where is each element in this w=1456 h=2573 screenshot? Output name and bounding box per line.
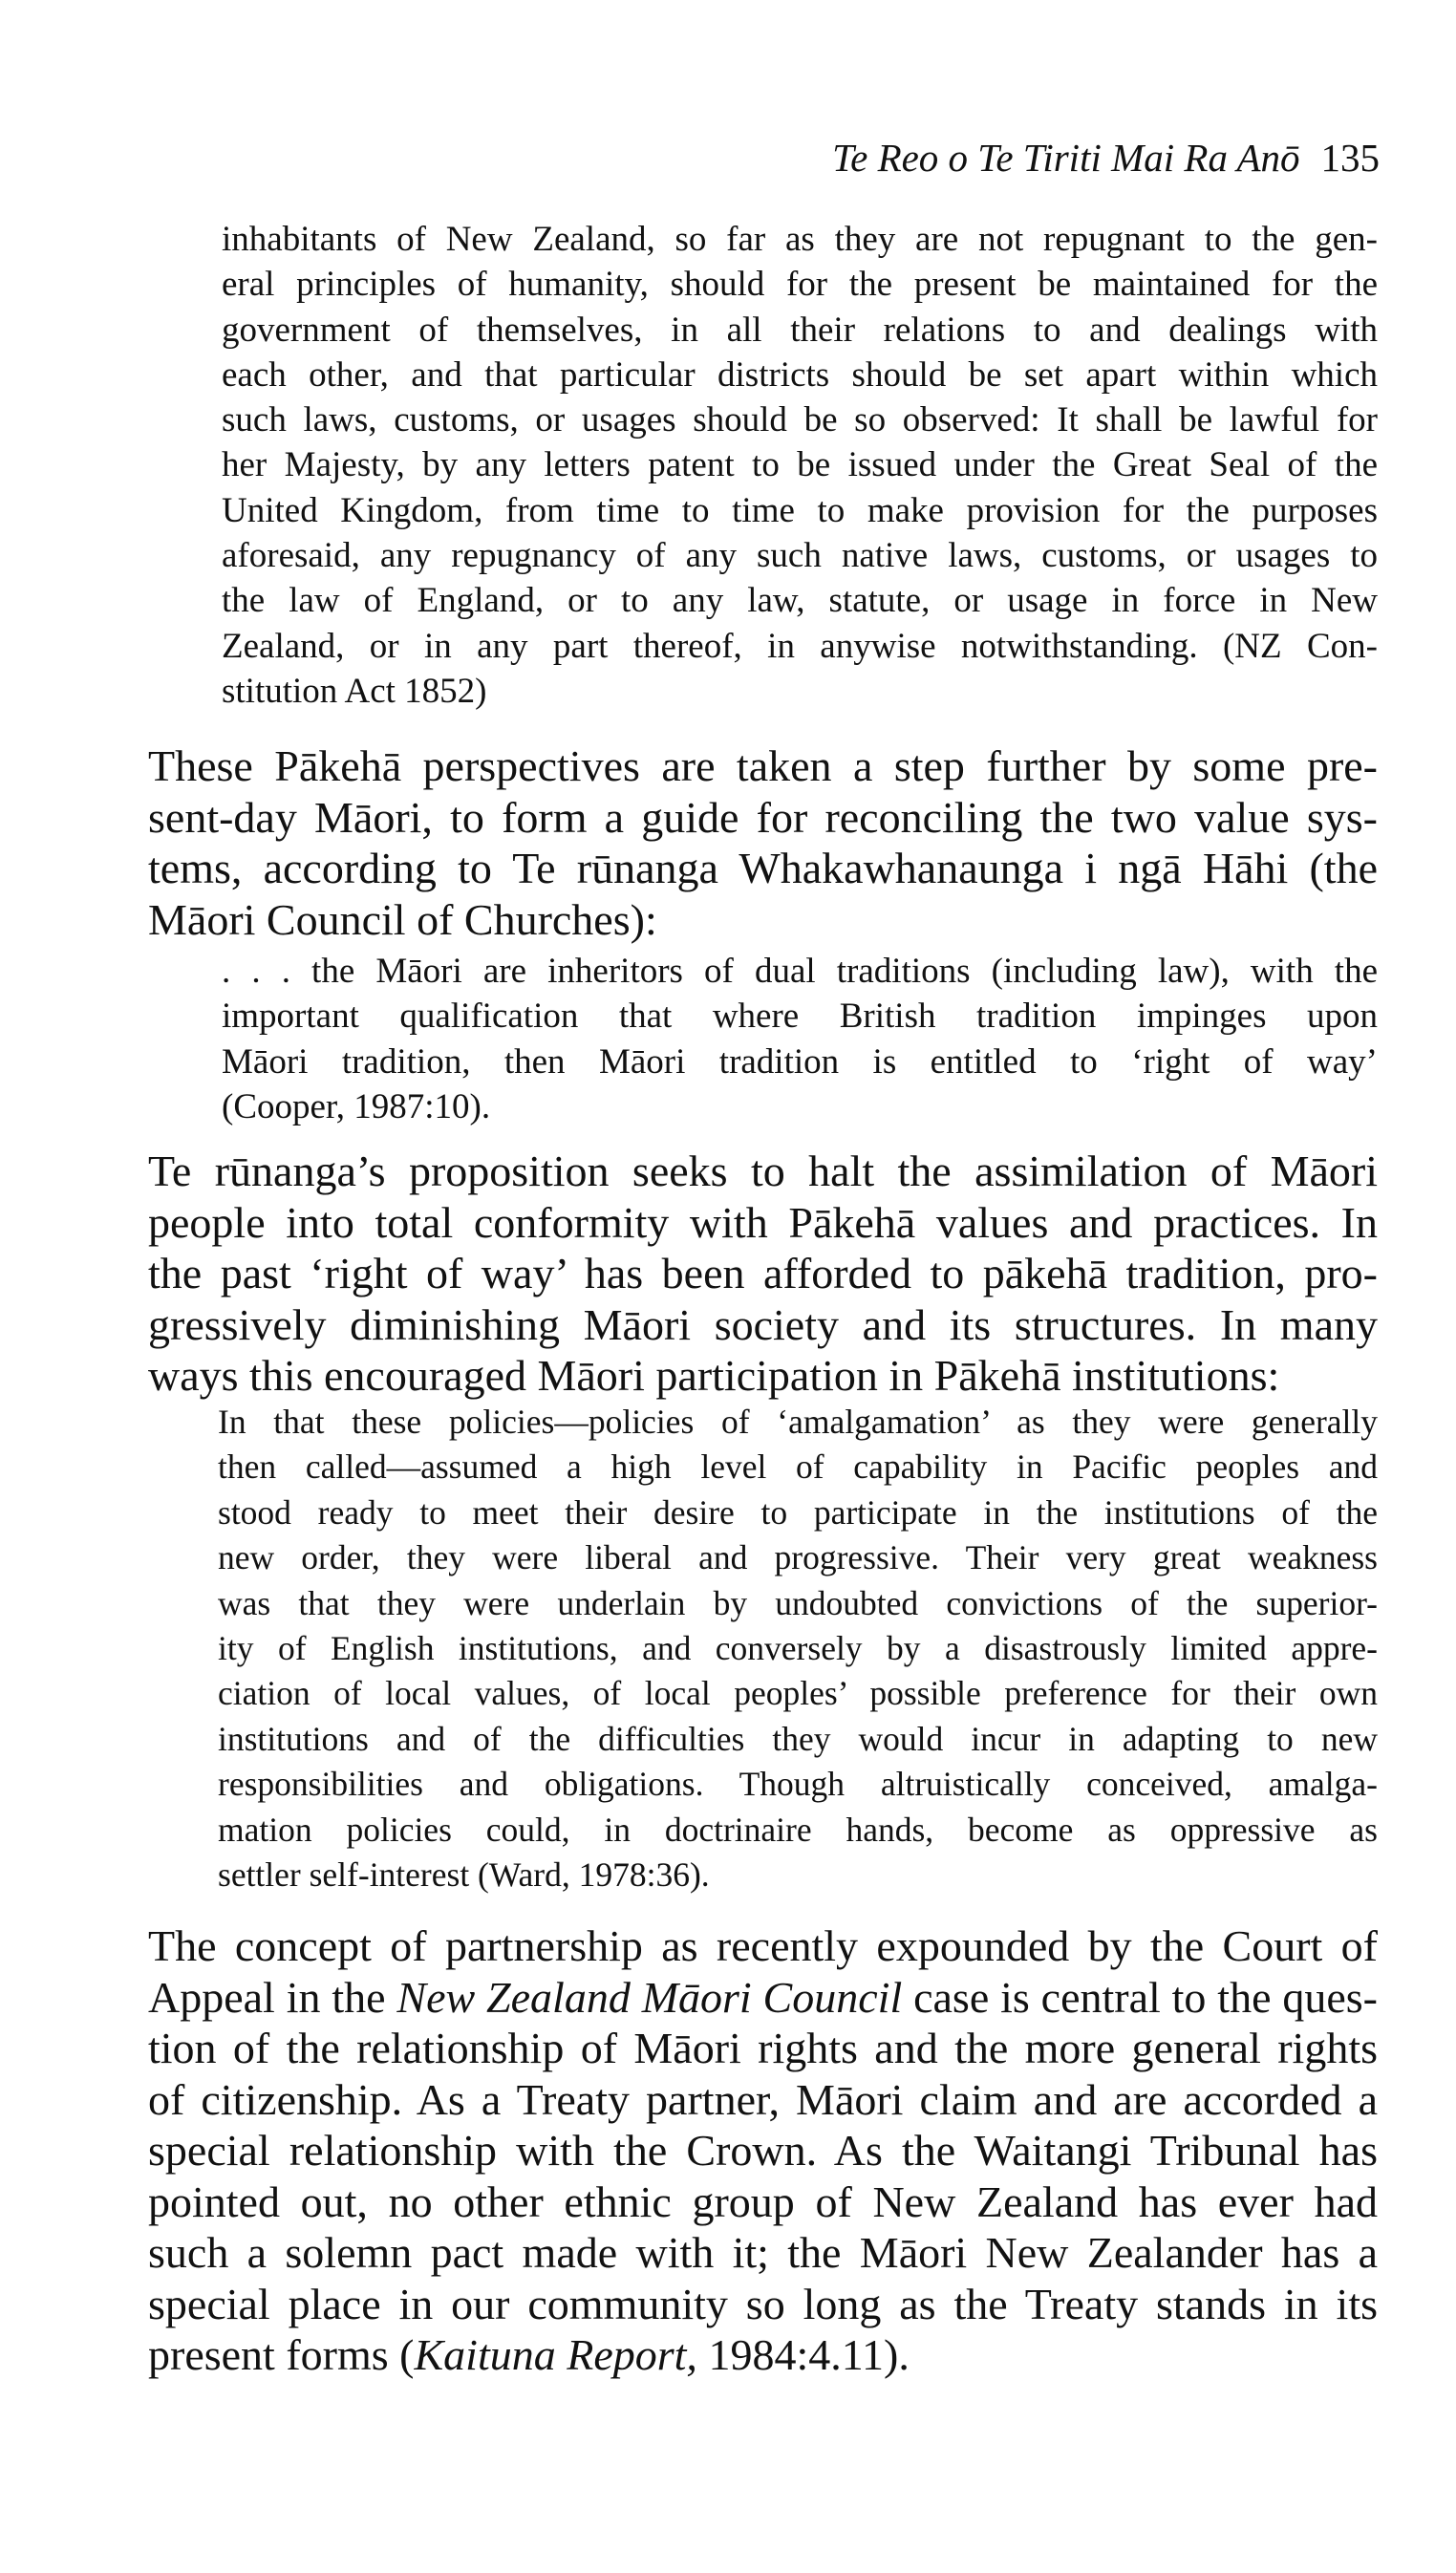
text-run: 1984:4.11). [696, 2330, 910, 2379]
text-line: aforesaid, any repugnancy of any such native laws, customs, or usages to [222, 536, 1378, 576]
text-line: special relationship with the Crown. As the Waitangi Tribunal has [148, 2126, 1378, 2175]
text-line: her Majesty, by any letters patent to be issued under the Great Seal of the [222, 445, 1378, 485]
text-run: Appeal in the [148, 1972, 397, 2022]
page-number: 135 [1320, 136, 1380, 180]
text-run: case is central to the ques- [902, 1972, 1379, 2022]
running-title: Te Reo o Te Tiriti Mai Ra Anō [832, 136, 1300, 180]
block-quote-constitution-act [222, 217, 1378, 714]
text-line: settler self-interest (Ward, 1978:36). [218, 1855, 710, 1895]
text-line: stitution Act 1852) [222, 671, 487, 711]
text-line: . . . the Māori are inheritors of dual traditions (including law), with the [222, 952, 1378, 991]
text-line: each other, and that particular districts should be set apart within which [222, 354, 1378, 395]
text-line: mation policies could, in doctrinaire hands, become as oppressive as [218, 1810, 1378, 1849]
text-line: the law of England, or to any law, statute, or usage in force in New [222, 581, 1378, 621]
text-line: responsibilities and obligations. Though altruistically conceived, amalga- [218, 1765, 1378, 1804]
body-paragraph-pakeha-perspectives [148, 740, 1378, 945]
text-line: government of themselves, in all their relations to and dealings with [222, 310, 1378, 350]
text-line: of citizenship. As a Treaty partner, Māori claim and are accorded a [148, 2074, 1378, 2124]
text-line: such a solemn pact made with it; the Māori New Zealander has a [148, 2228, 1378, 2277]
text-line: important qualification that where British tradition impinges upon [222, 997, 1378, 1037]
text-line: stood ready to meet their desire to participate in the institutions of the [218, 1492, 1378, 1532]
text-line: institutions and of the difficulties they would incur in adapting to new [218, 1719, 1378, 1758]
text-line: then called—assumed a high level of capability in Pacific peoples and [218, 1447, 1378, 1487]
case-name-italic: New Zealand Māori Council [396, 1972, 903, 2022]
text-line: tems, according to Te rūnanga Whakawhanaunga i ngā Hāhi (the [148, 844, 1378, 892]
block-quote-ward [218, 1400, 1378, 1898]
block-quote-cooper [222, 949, 1378, 1129]
body-paragraph-runanga-proposition [148, 1146, 1378, 1402]
text-line: people into total conformity with Pākehā values and practices. In [148, 1197, 1378, 1247]
text-line: These Pākehā perspectives are taken a step further by some pre- [148, 741, 1378, 790]
text-line: Te rūnanga’s proposition seeks to halt the assimilation of Māori [148, 1147, 1378, 1195]
text-line: tion of the relationship of Māori rights and the more general rights [148, 2024, 1378, 2072]
text-line: special place in our community so long as the Treaty stands in its [148, 2279, 1378, 2328]
text-line [148, 1972, 1378, 2024]
text-line: United Kingdom, from time to time to make provision for the purposes [222, 490, 1378, 530]
text-run: present forms ( [148, 2330, 415, 2379]
text-line: sent-day Māori, to form a guide for reconciling the two value sys- [148, 792, 1378, 842]
text-line: ity of English institutions, and conversely by a disastrously limited appre- [218, 1629, 1378, 1668]
running-header [832, 134, 1380, 182]
text-line: In that these policies—policies of ‘amalgamation’ as they were generally [218, 1403, 1378, 1441]
text-line: Māori Council of Churches): [148, 894, 657, 944]
text-line: such laws, customs, or usages should be so observed: It shall be lawful for [222, 400, 1378, 440]
text-line: new order, they were liberal and progressive. Their very great weakness [218, 1538, 1378, 1577]
text-line: Māori tradition, then Māori tradition is entitled to ‘right of way’ [222, 1041, 1378, 1082]
text-line: was that they were underlain by undoubted convictions of the superior- [218, 1583, 1378, 1622]
text-line: ciation of local values, of local peoples’ possible preference for their own [218, 1674, 1378, 1713]
body-paragraph-partnership [148, 1920, 1378, 2381]
text-line: Zealand, or in any part thereof, in anywise notwithstanding. (NZ Con- [222, 626, 1378, 666]
text-line: the past ‘right of way’ has been afforded to pākehā tradition, pro- [148, 1249, 1378, 1297]
text-line: pointed out, no other ethnic group of New Zealand has ever had [148, 2176, 1378, 2226]
text-line: (Cooper, 1987:10). [222, 1086, 491, 1126]
text-line: gressively diminishing Māori society and its structures. In many [148, 1299, 1378, 1349]
text-line: ways this encouraged Māori participation in Pākehā institutions: [148, 1351, 1280, 1400]
text-line: The concept of partnership as recently expounded by the Court of [148, 1921, 1378, 1970]
report-title-italic: Kaituna Report, [414, 2330, 697, 2379]
text-line: inhabitants of New Zealand, so far as they are not repugnant to the gen- [222, 220, 1378, 259]
text-line: eral principles of humanity, should for the present be maintained for the [222, 265, 1378, 305]
text-line [148, 2329, 1378, 2381]
